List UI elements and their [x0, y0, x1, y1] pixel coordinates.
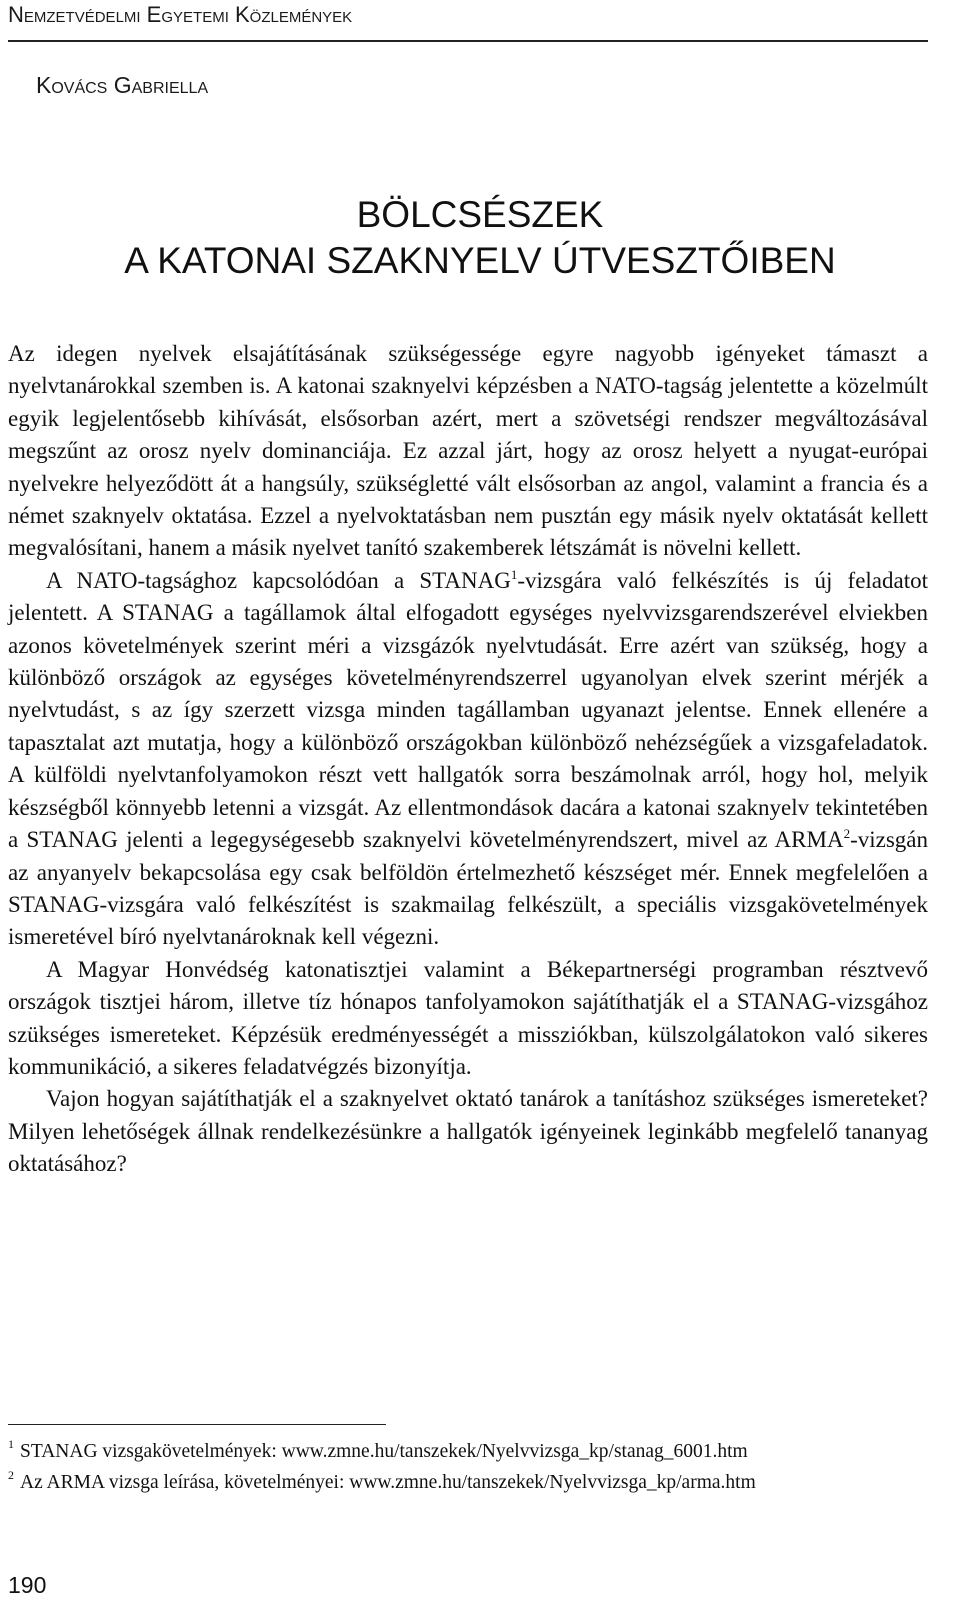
footnote-2 — [8, 1467, 948, 1498]
paragraph-2 — [8, 565, 928, 954]
paragraph-1: Az idegen nyelvek elsajátításának szükségessége egyre nagyobb igényeket támaszt a nyelvtanárokkal szemben is. A katonai szaknyelvi képzésben a NATO-tagság jelentette a közelmúlt egyik legjelentősebb kihívását, elsősorban azért, mert a szövetségi rendszer megváltozásával megszűnt az orosz nyelv dominanciája. Ez azzal járt, hogy az orosz helyett a nyugat-európai nyelvekre helyeződött át a hangsúly, szükségletté vált elsősorban az angol, valamint a francia és a német szaknyelv oktatása. Ezzel a nyelvoktatásban nem pusztán egy másik nyelv oktatását kellett megvalósítani, hanem a másik nyelvet tanító szakemberek létszámát is növelni kellett. — [8, 341, 928, 561]
footnote-1 — [8, 1436, 948, 1467]
paragraph-4: Vajon hogyan sajátíthatják el a szaknyelvet oktató tanárok a tanításhoz szükséges ismereteket? Milyen lehetőségek állnak rendelkezésünkre a hallgatók igényeinek leginkább megfelelő tananyag oktatásához? — [8, 1086, 928, 1177]
article-title — [0, 192, 960, 284]
title-line-1: BÖLCSÉSZEK — [356, 194, 604, 235]
footnote-2-number: 2 — [8, 1468, 14, 1482]
page-number: 190 — [8, 1572, 47, 1598]
paragraph-2-part-2: -vizsgára való felkészítés is új feladatot jelentett. A STANAG a tagállamok által elfogadott egységes nyelvvizsgarendszerével elviekben azonos követelmények szerint méri a vizsgázók nyelvtudását. Erre azért van szükség, hogy a különböző országok az egységes követelményrendszerrel ugyanolyan elvek szerint mérjék a nyelvtudást, s az így szerzett vizsga minden tagállamban ugyanazt jelentse. Ennek ellenére a tapasztalat azt mutatja, hogy a különböző országokban különböző nehézségűek a vizsgafeladatok. A külföldi nyelvtanfolyamokon részt vett hallgatók sorra beszámolnak arról, hogy hol, melyik készségből könnyebb letenni a vizsgát. Az ellentmondások dacára a katonai szaknyelv tekintetében a STANAG jelenti a legegységesebb szaknyelvi követelményrendszert, mivel az ARMA — [8, 567, 928, 853]
footnote-ref-1: 1 — [510, 566, 518, 582]
article-body — [8, 338, 928, 1181]
footnote-1-text: STANAG vizsgakövetelmények: www.zmne.hu/tanszekek/Nyelvvizsga_kp/stanag_6001.htm — [20, 1441, 748, 1462]
footnotes — [8, 1436, 948, 1498]
header-rule — [8, 40, 928, 42]
title-line-2: A KATONAI SZAKNYELV ÚTVESZTŐIBEN — [124, 240, 836, 281]
author-name: Kovács Gabriella — [36, 72, 209, 98]
running-header: Nemzetvédelmi Egyetemi Közlemények — [8, 2, 353, 27]
footnote-ref-2: 2 — [843, 826, 851, 842]
paragraph-2-part-3: -vizsgán az anyanyelv bekapcsolása egy csak belföldön értelmezhető készséget mér. Ennek megfelelően a STANAG-vizsgára való felkészítést is szakmailag felkészült, a speciális vizsgakövetelmények ismeretével bíró nyelvtanároknak kell végezni. — [8, 827, 928, 950]
paragraph-2-part-1: A NATO-tagsághoz kapcsolódóan a STANAG — [46, 567, 511, 593]
footnote-2-text: Az ARMA vizsga leírása, követelményei: www.zmne.hu/tanszekek/Nyelvvizsga_kp/arma.htm — [20, 1472, 756, 1493]
footnote-rule — [8, 1424, 386, 1425]
footnote-1-number: 1 — [8, 1437, 14, 1451]
paragraph-3: A Magyar Honvédség katonatisztjei valamint a Békepartnerségi programban résztvevő országok tisztjei három, illetve tíz hónapos tanfolyamokon sajátíthatják el a STANAG-vizsgához szükséges ismereteket. Képzésük eredményességét a missziókban, külszolgálatokon való sikeres kommunikáció, a sikeres feladatvégzés bizonyítja. — [8, 956, 928, 1079]
